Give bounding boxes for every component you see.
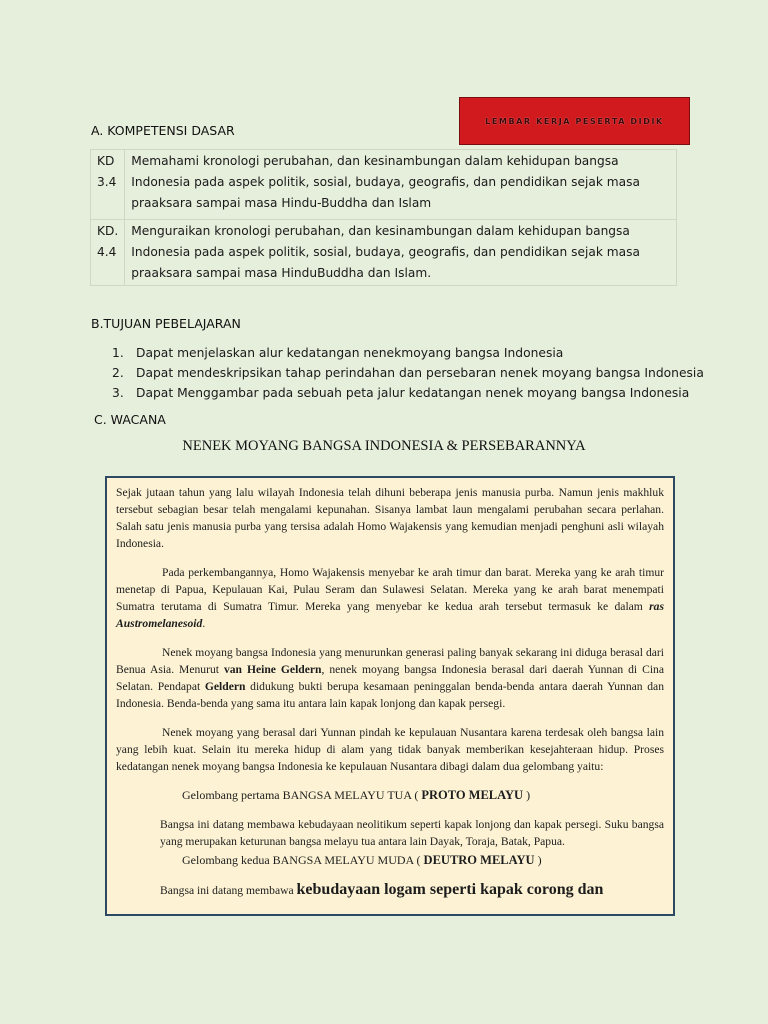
list-item [112, 363, 704, 383]
bold-term: Geldern [204, 680, 246, 693]
article-paragraph: Nenek moyang yang berasal dari Yunnan pindah ke kepulauan Nusantara karena terdesak oleh bangsa lain yang lebih kuat. Selain itu mereka hidup di alam yang tidak banyak memberikan kesejahteraan hidup. Proses kedatangan nenek moyang bangsa Indonesia ke kepulauan Nusantara dibagi dalam dua gelombang yaitu: [116, 726, 664, 773]
wave-heading [116, 787, 664, 804]
paragraph-text: , nenek moyang bangsa Indonesia berasal dari daerah Yunnan di Cina Selatan. Pendapat [116, 663, 664, 693]
paragraph-text: . [202, 617, 206, 630]
paragraph-text: didukung bukti berupa kesamaan peninggalan benda-benda antara daerah Yunnan dan Indonesia. Benda-benda yang sama itu antara lain kapak lonjong dan kapak persegi. [116, 680, 664, 710]
reading-box [105, 476, 675, 916]
wave-text: Gelombang kedua BANGSA MELAYU MUDA ( [182, 853, 424, 867]
wave-description: Bangsa ini datang membawa kebudayaan neolitikum seperti kapak lonjong dan kapak persegi. Suku bangsa yang merupakan keturunan bangsa melayu tua antara lain Dayak, Toraja, Batak, Papua. [160, 818, 664, 848]
list-item [112, 343, 704, 363]
objective-text: Dapat mendeskripsikan tahap perindahan dan persebaran nenek moyang bangsa Indonesia [136, 366, 704, 380]
wave-text: ) [534, 853, 542, 867]
table-row [91, 220, 677, 286]
worksheet-badge-label: LEMBAR KERJA PESERTA DIDIK [485, 116, 664, 126]
wave-term: PROTO MELAYU [421, 788, 524, 802]
list-number: 3. [112, 386, 124, 400]
list-number: 1. [112, 346, 124, 360]
article-paragraph: Sejak jutaan tahun yang lalu wilayah Indonesia telah dihuni beberapa jenis manusia purba. Namun jenis makhluk tersebut sebagian besar telah mengalami kepunahan. Sisanya lambat laun mengalami perubahan secara perlahan. Salah satu jenis manusia purba yang tersisa adalah Homo Wajakensis yang kemudian menjadi penghuni asli wilayah Indonesia. [116, 486, 664, 550]
kd-code: KD 3.4 [91, 150, 125, 220]
wave-term: DEUTRO MELAYU [423, 853, 535, 867]
worksheet-badge [459, 97, 690, 145]
kd-text: Memahami kronologi perubahan, dan kesinambungan dalam kehidupan bangsa Indonesia pada aspek politik, sosial, budaya, geografis, dan pendidikan sejak masa praaksara sampai masa Hindu-Buddha dan Islam [125, 150, 677, 220]
wave-description [116, 881, 664, 899]
article-paragraph [116, 564, 664, 632]
list-number: 2. [112, 366, 124, 380]
section-c-heading: C. WACANA [94, 412, 166, 427]
table-row [91, 150, 677, 220]
wave-text: ) [523, 788, 531, 802]
section-b-heading: B.TUJUAN PEBELAJARAN [91, 316, 241, 331]
paragraph-text: Pada perkembangannya, Homo Wajakensis menyebar ke arah timur dan barat. Mereka yang ke arah timur menetap di Papua, Kepulauan Kai, Pulau Seram dan Sulawesi Selatan. Mereka yang ke arah barat menempati Sumatra terutama di Sumatra Timur. Mereka yang menyebar ke kedua arah tersebut termasuk ke dalam [116, 566, 664, 613]
objective-text: Dapat Menggambar pada sebuah peta jalur kedatangan nenek moyang bangsa Indonesia [136, 386, 690, 400]
kd-text: Menguraikan kronologi perubahan, dan kesinambungan dalam kehidupan bangsa Indonesia pada aspek politik, sosial, budaya, geografis, dan pendidikan sejak masa praaksara sampai masa HinduBuddha dan Islam. [125, 220, 677, 286]
section-a-heading: A. KOMPETENSI DASAR [91, 123, 235, 138]
objectives-list [112, 343, 704, 403]
kd-code: KD. 4.4 [91, 220, 125, 286]
wave-text: Gelombang pertama BANGSA MELAYU TUA ( [182, 788, 422, 802]
bold-term: van Heine Geldern [223, 663, 322, 676]
paragraph-text: Bangsa ini datang membawa [160, 884, 297, 897]
objective-text: Dapat menjelaskan alur kedatangan nenekmoyang bangsa Indonesia [136, 346, 564, 360]
paragraph-text: Nenek moyang bangsa Indonesia yang menurunkan generasi paling banyak sekarang ini diduga berasal dari Benua Asia. Menurut [116, 646, 664, 676]
article-paragraph [116, 644, 664, 712]
emphasis-term: ras Austromelanesoid [116, 600, 664, 630]
wave-heading [116, 852, 664, 869]
kd-table [90, 149, 677, 286]
article-title: NENEK MOYANG BANGSA INDONESIA & PERSEBARANNYA [182, 438, 586, 454]
list-item [112, 383, 704, 403]
emphasis-term: kebudayaan logam seperti kapak corong dan [296, 881, 604, 898]
